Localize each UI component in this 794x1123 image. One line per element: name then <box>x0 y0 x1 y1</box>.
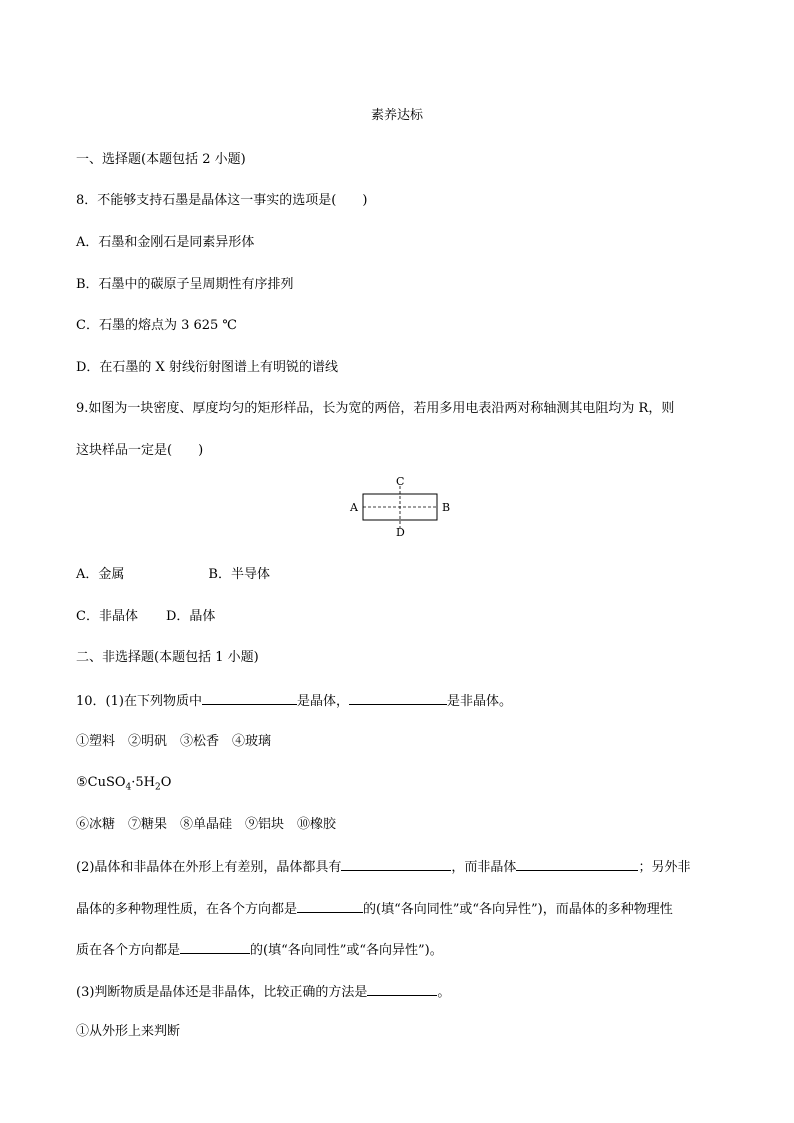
item5-subscript-4: 4 <box>125 782 132 793</box>
q8-stem: 8．不能够支持石墨是晶体这一事实的选项是( ) <box>76 193 368 208</box>
q10-part2-line2-text-a: 晶体的多种物理性质，在各个方向都是 <box>76 902 298 917</box>
q10-part3-end: 。 <box>437 985 451 1000</box>
page-title: 素养达标 <box>370 108 423 123</box>
q10-part3-option1: ①从外形上来判断 <box>76 1024 181 1039</box>
figure-label-b: B <box>442 501 451 514</box>
q9-option-b: B．半导体 <box>208 567 270 582</box>
item5-text-end: O <box>160 775 172 790</box>
q9-option-d: D．晶体 <box>165 609 216 624</box>
q9-options-row2 <box>76 608 215 626</box>
q10-part2-line3-text-b: 的(填“各向同性”或“各向异性”)。 <box>250 943 443 958</box>
q10-part3-text: (3)判断物质是晶体还是非晶体，比较正确的方法是 <box>76 985 368 1000</box>
q9-stem-line2: 这块样品一定是( ) <box>76 443 204 458</box>
figure-label-d: D <box>396 526 405 539</box>
q9-rectangle-figure <box>340 474 460 540</box>
q10-part1-prefix: 10．(1)在下列物质中 <box>76 694 202 709</box>
q10-part2-text-b: ，而非晶体 <box>451 860 517 875</box>
answer-blank-noncrystal-property[interactable] <box>297 899 363 913</box>
figure-label-c: C <box>396 475 405 488</box>
q10-item5 <box>76 774 171 792</box>
q10-part2-text-a: (2)晶体和非晶体在外形上有差别，晶体都具有 <box>76 860 342 875</box>
q10-items-line1: ①塑料 ②明矾 ③松香 ④玻璃 <box>76 734 272 749</box>
q8-option-c: C．石墨的熔点为 3 625 ℃ <box>76 318 237 333</box>
section-heading-choice: 一、选择题(本题包括 2 小题) <box>76 152 246 167</box>
item5-text: ⑤CuSO <box>76 775 126 790</box>
item5-subscript-2: 2 <box>155 782 161 793</box>
q9-options-row1 <box>76 566 270 584</box>
q10-part2-line2-text-b: 的(填“各向同性”或“各向异性”)，而晶体的多种物理性 <box>363 902 673 917</box>
q10-part2-text-c: ；另外非 <box>638 860 691 875</box>
section-heading-nonchoice: 二、非选择题(本题包括 1 小题) <box>76 650 259 665</box>
answer-blank-crystal-property[interactable] <box>180 940 250 954</box>
q10-part1-suffix: 是非晶体。 <box>446 694 512 709</box>
answer-blank-crystals[interactable] <box>202 691 297 705</box>
q9-option-c: C．非晶体 <box>76 609 138 624</box>
figure-label-a: A <box>350 501 358 514</box>
q10-part2-line3 <box>76 940 443 958</box>
answer-blank-method[interactable] <box>367 982 437 996</box>
item5-text-mid: ·5H <box>131 775 156 790</box>
answer-blank-noncrystals[interactable] <box>349 691 447 705</box>
q9-stem-line1: 9.如图为一块密度、厚度均匀的矩形样品，长为宽的两倍，若用多用电表沿两对称轴测其电阻均为 R，则 <box>76 401 675 416</box>
q8-option-d: D．在石墨的 X 射线衍射图谱上有明锐的谱线 <box>76 360 338 375</box>
answer-blank-crystal-shape[interactable] <box>341 857 451 871</box>
q10-part2-line3-text-a: 质在各个方向都是 <box>76 943 181 958</box>
q10-items-line3: ⑥冰糖 ⑦糖果 ⑧单晶硅 ⑨铝块 ⑩橡胶 <box>76 817 337 832</box>
q10-part1-mid: 是晶体， <box>296 694 349 709</box>
answer-blank-noncrystal-shape[interactable] <box>516 857 638 871</box>
q10-part2-line1 <box>76 857 690 875</box>
q9-option-a: A．金属 <box>76 567 125 582</box>
q8-option-b: B．石墨中的碳原子呈周期性有序排列 <box>76 277 294 292</box>
q10-part1 <box>76 691 512 709</box>
q10-part2-line2 <box>76 899 673 917</box>
q8-option-a: A．石墨和金刚石是同素异形体 <box>76 235 255 250</box>
q10-part3 <box>76 982 450 1000</box>
